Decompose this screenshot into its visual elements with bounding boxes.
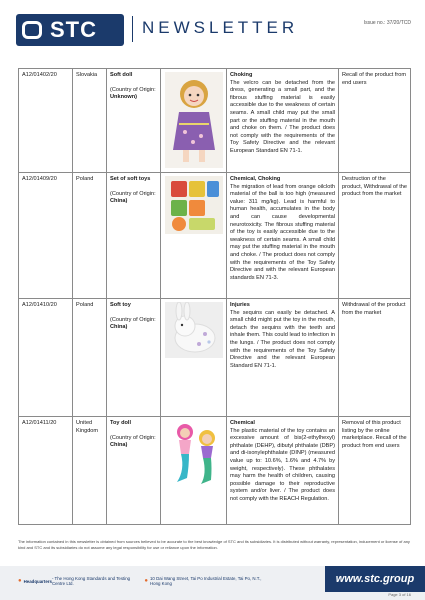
risk-type: Choking (230, 72, 253, 78)
description-cell (227, 173, 339, 299)
hq-label: Headquarters (23, 578, 52, 584)
origin-value: China) (110, 324, 128, 331)
soft-doll-image (165, 72, 223, 168)
product-name: Soft doll (110, 72, 133, 78)
measure-cell: Recall of the product from end users (339, 69, 411, 173)
product-name: Soft toy (110, 302, 131, 308)
newsletter-title: NEWSLETTER (142, 18, 299, 37)
disclaimer-text: The information contained in this newsletter is obtained from sources believed to be accurate to the best knowledge of STC and its subsidiaries. It is distributed without warranty, representation, inducement or license of any kind and STC and its subsidiaries do not assume any legal responsibility for use or reliance upon the information. (18, 539, 410, 550)
risk-description: The velcro can be detached from the dress, generating a small part, and the fibrous stuffing material is easily accessible due to the weakness of certain seams. A small child may put the small part or the stuffing material in the mouth and choke on them. / The product does not comply with the requirements of the Toy Safety Directive and the relevant European Standard EN 71-1. (230, 79, 335, 154)
risk-type: Injuries (230, 302, 250, 308)
image-cell (161, 69, 227, 173)
table-row (19, 299, 411, 417)
risk-type: Chemical (230, 420, 255, 426)
risk-type: Chemical, Choking (230, 176, 281, 182)
soft-toys-set-image (165, 176, 223, 234)
soft-toy-image (165, 302, 223, 358)
newsletter-header (0, 0, 425, 60)
product-name: Set of soft toys (110, 176, 151, 182)
risk-description: The sequins can easily be detached. A small child might put the toy in the mouth, detach the sequins with the teeth and inhale them. This could lead to infection in the lungs. / The product does not comply with the requirements of the Toy Safety Directive and the relevant European Standard EN 71-1. (230, 309, 335, 369)
product-cell (107, 69, 161, 173)
risk-description: The migration of lead from orange oilcloth material of the ball is too high (measured value: 311 mg/kg). Lead is harmful to human health, accumulates in the body and can cause developmental neurotoxicity. The fibrous stuffing material of the toy is easily accessible due to the weakness of certain seams. A small child may put the stuffing material in the mouth and choke. / The product does not comply with the requirements of the Toy Safety Directive and with the relevant European standards EN 71-3. (230, 183, 335, 281)
origin-info (110, 435, 156, 449)
image-cell (161, 299, 227, 417)
country-cell: Slovakia (73, 69, 107, 173)
website-link[interactable]: www.stc.group (325, 566, 425, 592)
product-cell (107, 173, 161, 299)
origin-value: Unknown) (110, 94, 138, 101)
country-cell: Poland (73, 299, 107, 417)
footer-contact (0, 576, 265, 586)
description-cell (227, 417, 339, 525)
recall-table (18, 68, 411, 525)
page-number: Page 3 of 16 (388, 592, 411, 597)
location-pin-icon: ● (144, 578, 148, 584)
origin-value: China) (110, 442, 128, 449)
ref-cell: A12/01411/20 (19, 417, 73, 525)
origin-info (110, 87, 156, 101)
country-cell: United Kingdom (73, 417, 107, 525)
image-cell (161, 173, 227, 299)
product-cell (107, 299, 161, 417)
issue-number: Issue no.: 37/20/TCD (363, 20, 411, 26)
description-cell (227, 69, 339, 173)
origin-label: (Country of Origin: (110, 86, 156, 93)
header-divider (132, 16, 133, 42)
toy-doll-image (165, 420, 223, 488)
stc-logo (16, 14, 124, 46)
origin-value: China) (110, 198, 128, 205)
table-row (19, 417, 411, 525)
logo-text: STC (50, 17, 97, 42)
measure-cell: Withdrawal of the product from the market (339, 299, 411, 417)
risk-description: The plastic material of the toy contains an excessive amount of bis(2-ethylhexyl) phthalate (DEHP), dibutyl phthalate (DBP) and di-isonylephthalate (DINP) (measured value up to: 10.6%, 1.6% and 4.7% by weight, respectively). These phthalates may harm the health of children, causing possible damage to their reproductive system and/or liver. / The product does not comply with the REACH Regulation. (230, 427, 335, 502)
hq-address: 10 Dai Wang Street, Tai Po Industrial Estate, Tai Po, N.T., Hong Kong (149, 576, 262, 586)
image-cell (161, 417, 227, 525)
location-pin-icon: ● (18, 578, 22, 584)
description-cell (227, 299, 339, 417)
origin-label: (Country of Origin: (110, 316, 156, 323)
ref-cell: A12/01409/20 (19, 173, 73, 299)
origin-label: (Country of Origin: (110, 434, 156, 441)
ref-cell: A12/01402/20 (19, 69, 73, 173)
measure-cell: Removal of this product listing by the online marketplace. Recall of the product from end users (339, 417, 411, 525)
product-name: Toy doll (110, 420, 132, 426)
table-row (19, 69, 411, 173)
hq-name: - The Hong Kong Standards and Testing Centre Ltd. (51, 576, 131, 586)
ref-cell: A12/01410/20 (19, 299, 73, 417)
product-cell (107, 417, 161, 525)
origin-info (110, 317, 156, 331)
measure-cell: Destruction of the product, Withdrawal of the product from the market (339, 173, 411, 299)
origin-info (110, 191, 156, 205)
stc-logo-mark-icon (20, 18, 46, 42)
recall-table-wrapper (18, 68, 410, 525)
table-row (19, 173, 411, 299)
country-cell: Poland (73, 173, 107, 299)
origin-label: (Country of Origin: (110, 190, 156, 197)
